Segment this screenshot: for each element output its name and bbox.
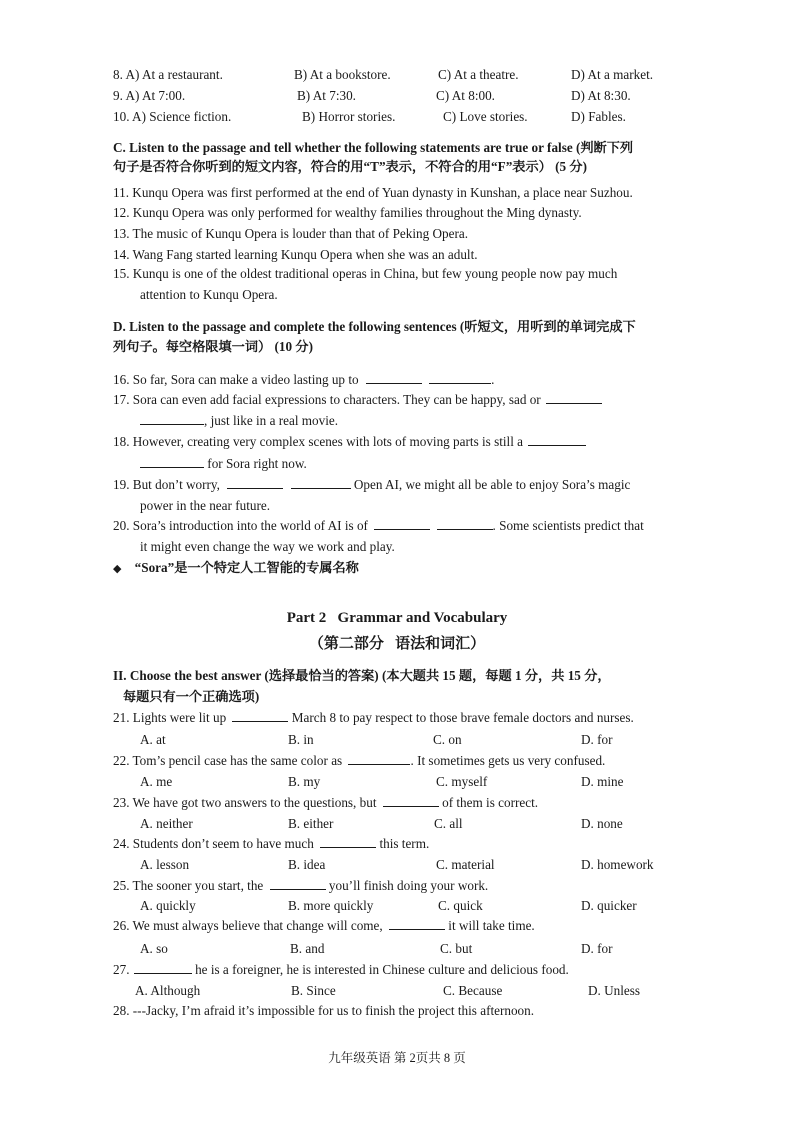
section-c-heading: C. Listen to the passage and tell whether the following statements are true or false (判断下列: [113, 140, 634, 155]
statement-12: 12. Kunqu Opera was only performed for wealthy families throughout the Ming dynasty.: [113, 205, 582, 220]
question-16: [113, 371, 494, 389]
question-24: [113, 835, 429, 853]
option-c[interactable]: C. Because: [443, 983, 503, 998]
option-a[interactable]: A. Although: [135, 983, 201, 998]
part-title: Part 2 Grammar and Vocabulary: [286, 610, 508, 626]
answer-blank[interactable]: [546, 391, 602, 404]
answer-blank[interactable]: [270, 877, 326, 890]
answer-blank[interactable]: [140, 455, 204, 468]
option-c: C) At a theatre.: [438, 67, 519, 82]
answer-blank[interactable]: [320, 835, 376, 848]
question-20-line2: it might even change the way we work and play.: [140, 539, 395, 554]
answer-blank[interactable]: [437, 517, 493, 530]
question-17: [113, 391, 602, 409]
answer-blank[interactable]: [383, 794, 439, 807]
question-stem: 21. Lights were lit up: [113, 710, 227, 725]
note: [113, 559, 359, 578]
question-19-cont: Open AI, we might all be able to enjoy Sora’s magic: [353, 477, 631, 492]
option-b: B) At a bookstore.: [294, 67, 391, 82]
section-d-heading-cont: 列句子。每空格限填一词） (10 分): [113, 339, 314, 354]
option-c[interactable]: C. quick: [438, 898, 483, 913]
option-a[interactable]: A. me: [140, 774, 173, 789]
option-d[interactable]: D. Unless: [588, 983, 641, 998]
question-19: [113, 476, 630, 494]
part-subtitle: （第二部分 语法和词汇）: [308, 636, 486, 652]
option-c[interactable]: C. material: [436, 857, 495, 872]
option-a: 8. A) At a restaurant.: [113, 67, 223, 82]
question-stem: 22. Tom’s pencil case has the same color as: [113, 753, 343, 768]
statement-11: 11. Kunqu Opera was first performed at the end of Yuan dynasty in Kunshan, a place near Suzhou.: [113, 185, 633, 200]
question-27: [113, 961, 569, 979]
question-stem: 24. Students don’t seem to have much: [113, 836, 314, 851]
option-c[interactable]: C. on: [433, 732, 462, 747]
question-18-line2: [140, 455, 307, 473]
option-d[interactable]: D. for: [581, 732, 613, 747]
question-26: [113, 917, 535, 935]
option-b[interactable]: B. more quickly: [288, 898, 374, 913]
option-b[interactable]: B. my: [288, 774, 321, 789]
question-18-end: for Sora right now.: [207, 456, 307, 471]
answer-blank[interactable]: [232, 709, 288, 722]
option-d[interactable]: D. for: [581, 941, 613, 956]
answer-blank[interactable]: [291, 476, 351, 489]
section-c-heading-cont: 句子是否符合你听到的短文内容，符合的用“T”表示，不符合的用“F”表示） (5 分): [113, 159, 588, 174]
answer-blank[interactable]: [528, 433, 586, 446]
question-stem-end: March 8 to pay respect to those brave female doctors and nurses.: [291, 710, 634, 725]
question-stem: 27.: [113, 962, 130, 977]
question-18-text: 18. However, creating very complex scenes with lots of moving parts is still a: [113, 434, 524, 449]
option-a[interactable]: A. neither: [140, 816, 193, 831]
option-b: B) At 7:30.: [297, 88, 356, 103]
statement-15: 15. Kunqu is one of the oldest traditional operas in China, but few young people now pay much: [113, 266, 618, 281]
answer-blank[interactable]: [429, 371, 491, 384]
question-16-text: 16. So far, Sora can make a video lasting up to: [113, 372, 359, 387]
option-a[interactable]: A. so: [140, 941, 168, 956]
option-b: B) Horror stories.: [302, 109, 396, 124]
question-19-line2: power in the near future.: [140, 498, 270, 513]
question-20: [113, 517, 644, 535]
option-b[interactable]: B. either: [288, 816, 334, 831]
statement-14: 14. Wang Fang started learning Kunqu Opera when she was an adult.: [113, 247, 478, 262]
answer-blank[interactable]: [134, 961, 192, 974]
question-19-text: 19. But don’t worry,: [113, 477, 220, 492]
question-stem: 23. We have got two answers to the questions, but: [113, 795, 377, 810]
answer-blank[interactable]: [348, 752, 410, 765]
statement-13: 13. The music of Kunqu Opera is louder than that of Peking Opera.: [113, 226, 469, 241]
question-17-end: , just like in a real movie.: [204, 413, 339, 428]
question-stem-end: . It sometimes gets us very confused.: [410, 753, 606, 768]
option-c: C) At 8:00.: [436, 88, 495, 103]
option-a: 10. A) Science fiction.: [113, 109, 232, 124]
option-d[interactable]: D. quicker: [581, 898, 637, 913]
section-d-heading: D. Listen to the passage and complete the following sentences (听短文，用听到的单词完成下: [113, 319, 636, 334]
option-c[interactable]: C. all: [434, 816, 463, 831]
question-21: [113, 709, 634, 727]
answer-blank[interactable]: [374, 517, 430, 530]
option-a[interactable]: A. lesson: [140, 857, 190, 872]
option-a[interactable]: A. at: [140, 732, 166, 747]
option-b[interactable]: B. idea: [288, 857, 326, 872]
answer-blank[interactable]: [389, 917, 445, 930]
answer-blank[interactable]: [140, 412, 204, 425]
diamond-bullet-icon: ◆: [113, 563, 122, 575]
question-stem: 26. We must always believe that change will come,: [113, 918, 383, 933]
question-25: [113, 877, 488, 895]
option-a: 9. A) At 7:00.: [113, 88, 186, 103]
option-c: C) Love stories.: [443, 109, 528, 124]
question-16-end: .: [491, 372, 495, 387]
option-a[interactable]: A. quickly: [140, 898, 196, 913]
question-28: 28. ---Jacky, I’m afraid it’s impossible for us to finish the project this afternoon.: [113, 1003, 535, 1018]
option-d[interactable]: D. homework: [581, 857, 654, 872]
section-ii-heading: II. Choose the best answer (选择最恰当的答案) (本大题共 15 题，每题 1 分，共 15 分，: [113, 668, 611, 683]
question-17-text: 17. Sora can even add facial expressions to characters. They can be happy, sad or: [113, 392, 541, 407]
option-d: D) At a market.: [571, 67, 654, 82]
question-stem-end: of them is correct.: [442, 795, 539, 810]
question-20-text: 20. Sora’s introduction into the world of AI is of: [113, 518, 368, 533]
question-23: [113, 794, 538, 812]
option-d[interactable]: D. none: [581, 816, 623, 831]
option-c[interactable]: C. but: [440, 941, 473, 956]
option-b[interactable]: B. in: [288, 732, 314, 747]
answer-blank[interactable]: [366, 371, 422, 384]
question-stem-end: this term.: [379, 836, 430, 851]
option-d[interactable]: D. mine: [581, 774, 624, 789]
question-stem-end: you’ll finish doing your work.: [328, 878, 489, 893]
option-b[interactable]: B. and: [290, 941, 325, 956]
option-b[interactable]: B. Since: [291, 983, 336, 998]
question-20-cont: . Some scientists predict that: [492, 518, 644, 533]
question-stem-end: he is a foreigner, he is interested in Chinese culture and delicious food.: [195, 962, 569, 977]
statement-15-cont: attention to Kunqu Opera.: [140, 287, 278, 302]
page-footer: 九年级英语 第 2页共 8 页: [328, 1051, 466, 1065]
question-stem-end: it will take time.: [448, 918, 535, 933]
question-22: [113, 752, 605, 770]
option-c[interactable]: C. myself: [436, 774, 488, 789]
section-ii-heading-cont: 每题只有一个正确选项): [123, 689, 260, 704]
question-17-line2: [140, 412, 338, 430]
option-d: D) At 8:30.: [571, 88, 631, 103]
note-text: “Sora”是一个特定人工智能的专属名称: [134, 560, 359, 575]
question-stem: 25. The sooner you start, the: [113, 878, 264, 893]
question-18: [113, 433, 586, 451]
answer-blank[interactable]: [227, 476, 283, 489]
option-d: D) Fables.: [571, 109, 626, 124]
